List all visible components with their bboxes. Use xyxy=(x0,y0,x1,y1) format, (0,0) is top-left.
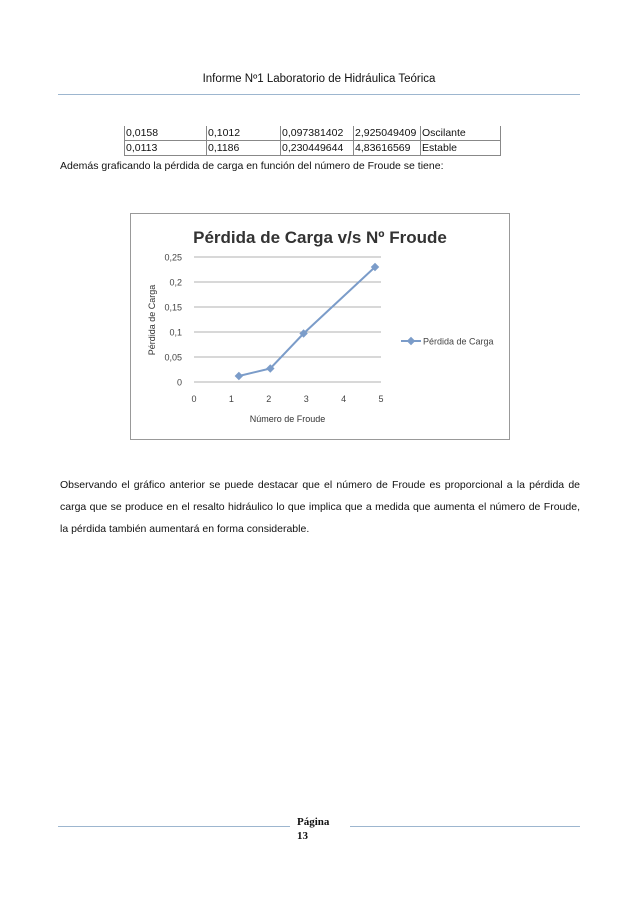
table-cell: 2,925049409 xyxy=(354,126,421,141)
x-tick-label: 4 xyxy=(341,394,347,404)
table-cell: 0,1012 xyxy=(207,126,281,141)
y-axis-title: Pérdida de Carga xyxy=(147,284,157,356)
table-cell: 4,83616569 xyxy=(354,141,421,156)
table-row xyxy=(125,141,501,156)
table-row xyxy=(125,126,501,141)
legend-label: Pérdida de Carga xyxy=(423,336,494,347)
header-divider xyxy=(58,94,580,95)
footer-divider-left xyxy=(58,826,290,827)
page-label: Página xyxy=(297,816,330,828)
data-point xyxy=(235,372,243,380)
table-cell: Oscilante xyxy=(421,126,501,141)
table-cell: Estable xyxy=(421,141,501,156)
y-tick-label: 0,05 xyxy=(164,352,182,363)
legend-marker xyxy=(407,337,415,345)
page-number xyxy=(297,815,329,843)
x-axis-title: Número de Froude xyxy=(249,414,326,424)
y-tick-label: 0,15 xyxy=(164,302,182,313)
data-table xyxy=(124,126,501,156)
table-cell: 0,1186 xyxy=(207,141,281,156)
y-tick-label: 0,25 xyxy=(164,252,182,263)
y-tick-label: 0 xyxy=(176,377,182,388)
table-cell: 0,0113 xyxy=(125,141,207,156)
chart xyxy=(130,213,510,440)
chart-svg xyxy=(131,214,509,439)
page-number-value: 13 xyxy=(297,830,308,842)
x-tick-label: 1 xyxy=(228,394,234,404)
y-tick-label: 0,1 xyxy=(169,327,182,338)
x-tick-label: 2 xyxy=(266,394,272,404)
x-tick-label: 5 xyxy=(378,394,384,404)
y-tick-label: 0,2 xyxy=(169,277,182,288)
table-cell: 0,0158 xyxy=(125,126,207,141)
page-header: Informe Nº1 Laboratorio de Hidráulica Teórica xyxy=(202,73,436,85)
x-tick-label: 0 xyxy=(191,394,197,404)
intro-text: Además graficando la pérdida de carga en función del número de Froude se tiene: xyxy=(60,160,444,172)
series-line xyxy=(239,267,375,376)
chart-title: Pérdida de Carga v/s Nº Froude xyxy=(193,228,447,247)
footer-divider-right xyxy=(350,826,580,827)
x-tick-label: 3 xyxy=(303,394,309,404)
body-paragraph: Observando el gráfico anterior se puede destacar que el número de Froude es proporcional a la pérdida de carga que se produce en el resalto hidráulico lo que implica que a medida que aumenta el número de Froude, la pérdida también aumentará en forma considerable. xyxy=(60,479,580,535)
table-cell: 0,230449644 xyxy=(281,141,354,156)
table-cell: 0,097381402 xyxy=(281,126,354,141)
